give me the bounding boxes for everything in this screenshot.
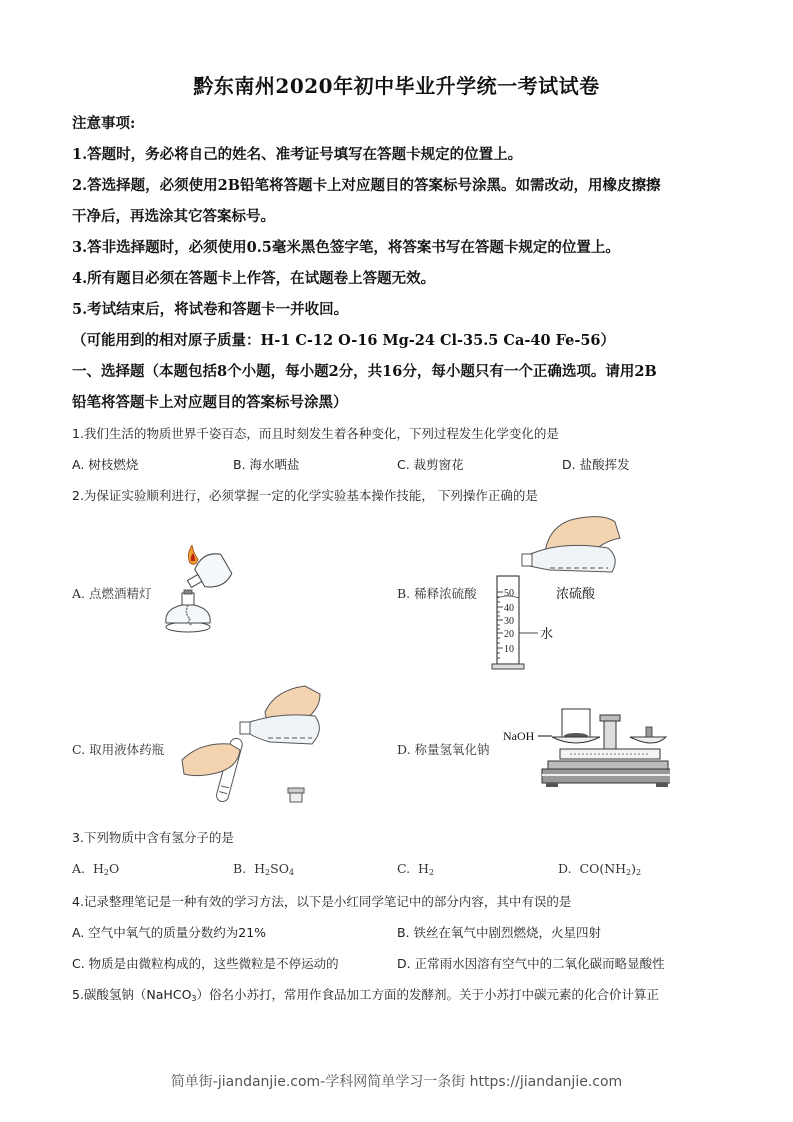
page-title: 黔东南州2020年初中毕业升学统一考试试卷: [193, 74, 600, 98]
question-1-option-d: D. 盐酸挥发: [562, 457, 630, 472]
svg-text:20: 20: [504, 629, 514, 640]
svg-text:40: 40: [504, 603, 514, 614]
notice-item-2: 2.答选择题，必须使用2B铅笔将答题卡上对应题目的答案标号涂黑。如需改动，用橡皮擦擦: [72, 177, 661, 194]
atomic-masses: （可能用到的相对原子质量：H-1 C-12 O-16 Mg-24 Cl-35.5 Ca-40 Fe-56）: [72, 332, 616, 349]
svg-text:50: 50: [504, 588, 514, 599]
question-4-option-c: C. 物质是由微粒构成的，这些微粒是不停运动的: [72, 956, 339, 971]
svg-text:NaOH: NaOH: [503, 729, 535, 743]
question-3-stem: 3.下列物质中含有氢分子的是: [72, 830, 234, 845]
question-5-stem: 5.碳酸氢钠（NaHCO$_3$）俗名小苏打，常用作食品加工方面的发酵剂。关于小苏打中碳元素的化合价计算正: [72, 987, 660, 1003]
svg-text:10: 10: [504, 644, 514, 655]
alcohol-lamp-figure: [160, 545, 245, 635]
question-2-option-a: A. 点燃酒精灯: [72, 586, 152, 601]
question-4-stem: 4.记录整理笔记是一种有效的学习方法，以下是小红同学笔记中的部分内容，其中有误的是: [72, 894, 572, 909]
dilute-acid-figure: [490, 512, 640, 674]
question-4-option-a: A. 空气中氧气的质量分数约为21%: [72, 925, 267, 940]
question-2-option-b: B. 稀释浓硫酸: [397, 586, 477, 601]
notice-item-3: 3.答非选择题时，必须使用0.5毫米黑色签字笔，将答案书写在答题卡规定的位置上。: [72, 239, 620, 256]
question-3-option-a: A. $H_2O$: [72, 861, 120, 877]
question-1-option-a: A. 树枝燃烧: [72, 457, 139, 472]
svg-text:30: 30: [504, 616, 514, 627]
question-3-option-d: D. $CO(NH_2)_2$: [558, 861, 642, 877]
question-3-option-b: B. $H_2SO_4$: [233, 861, 295, 877]
section-heading: 一、选择题（本题包括8个小题，每小题2分，共16分，每小题只有一个正确选项。请用2B: [72, 363, 657, 380]
notice-item-5: 5.考试结束后，将试卷和答题卡一并收回。: [72, 301, 349, 318]
notice-item-1: 1.答题时，务必将自己的姓名、准考证号填写在答题卡规定的位置上。: [72, 146, 523, 163]
question-4-option-b: B. 铁丝在氧气中剧烈燃烧，火星四射: [397, 925, 602, 940]
section-heading-cont: 铅笔将答题卡上对应题目的答案标号涂黑）: [72, 394, 348, 411]
question-1-stem: 1.我们生活的物质世界千姿百态，而且时刻发生着各种变化，下列过程发生化学变化的是: [72, 426, 559, 441]
svg-text:水: 水: [540, 627, 554, 642]
pour-liquid-figure: [180, 682, 325, 810]
question-3-option-c: C. $H_2$: [397, 861, 435, 877]
page-footer: 简单街-jiandanjie.com-学科网简单学习一条街 https://jiandanjie.com: [170, 1074, 623, 1090]
notice-heading: 注意事项:: [72, 115, 136, 132]
question-4-option-d: D. 正常雨水因溶有空气中的二氧化碳而略显酸性: [397, 956, 665, 971]
balance-figure: [500, 705, 670, 795]
svg-text:浓硫酸: 浓硫酸: [556, 587, 596, 602]
notice-item-2-cont: 干净后，再选涂其它答案标号。: [72, 208, 275, 225]
question-2-option-d: D. 称量氢氧化钠: [397, 742, 490, 757]
notice-item-4: 4.所有题目必须在答题卡上作答，在试题卷上答题无效。: [72, 270, 436, 287]
question-2-stem: 2.为保证实验顺利进行，必须掌握一定的化学实验基本操作技能， 下列操作正确的是: [72, 488, 538, 503]
question-2-option-c: C. 取用液体药瓶: [72, 742, 165, 757]
question-1-option-b: B. 海水晒盐: [233, 457, 300, 472]
question-1-option-c: C. 裁剪窗花: [397, 457, 464, 472]
